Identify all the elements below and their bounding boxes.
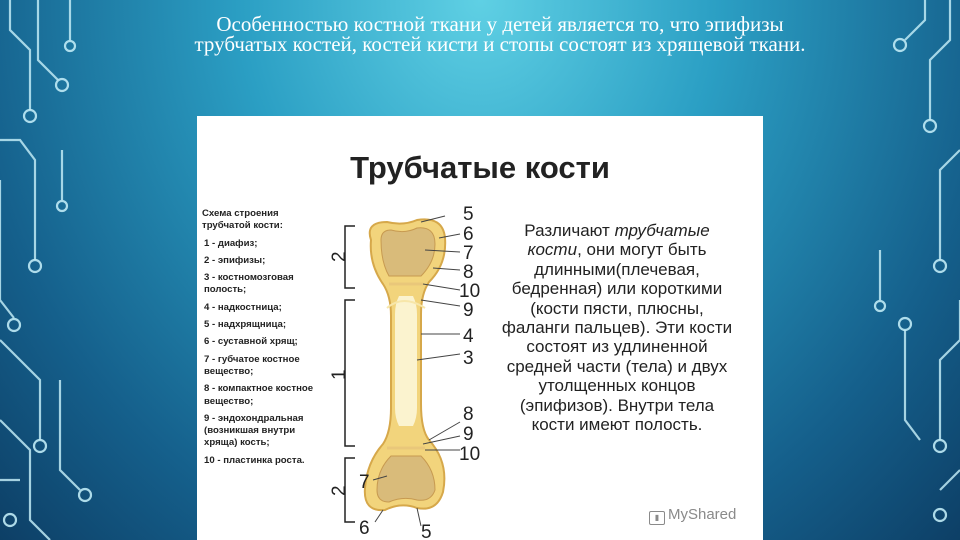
label-7-top: 7	[463, 243, 474, 264]
label-3: 3	[463, 348, 474, 369]
myshared-logo-icon: ▮	[649, 511, 665, 525]
watermark	[649, 506, 736, 525]
bone-diagram	[325, 204, 505, 540]
label-9-bottom: 9	[463, 424, 474, 445]
label-9-top: 9	[463, 300, 474, 321]
slide-title	[110, 14, 890, 54]
legend-item: 7 - губчатое костное вещество;	[204, 353, 300, 377]
legend-item: 10 - пластинка роста.	[204, 454, 305, 466]
bone-figure	[197, 116, 763, 540]
label-2-top: 2	[329, 251, 350, 262]
label-4: 4	[463, 326, 474, 347]
legend-item: 9 - эндохондральная (возникшая внутри хряща) кость;	[204, 412, 304, 449]
legend-header: Схема строения трубчатой кости:	[202, 208, 283, 232]
slide-title-line-1: Особенностью костной ткани у детей является то, что эпифизы	[216, 12, 784, 36]
legend-item: 2 - эпифизы;	[204, 254, 266, 266]
figure-description	[497, 221, 737, 434]
label-10-top: 10	[459, 281, 481, 302]
legend-item: 4 - надкостница;	[204, 301, 282, 313]
label-2-bottom: 2	[329, 485, 350, 496]
legend-item: 3 - костномозговая полость;	[204, 272, 294, 296]
legend-item: 6 - суставной хрящ;	[204, 336, 298, 348]
description-text: Различают	[524, 221, 615, 240]
label-6-bottom: 6	[359, 518, 370, 539]
label-1: 1	[329, 369, 350, 380]
description-text: , они могут быть длинными(плечевая, бедренная) или короткими (кости пясти, плюсны, фаланги пальцев). Эти кости состоят из удлиненной средней части (тела) и двух утолщенных концов (эпифизов). Внутри тела кости имеют полость.	[501, 240, 733, 435]
description-emphasis: трубчатые кости	[527, 221, 710, 260]
bone-shape	[365, 219, 445, 510]
watermark-text: MyShared	[668, 506, 737, 523]
legend-item: 8 - компактное костное вещество;	[204, 383, 314, 407]
label-8-top: 8	[463, 262, 474, 283]
figure-title: Трубчатые кости	[350, 150, 610, 185]
legend-item: 5 - надхрящница;	[204, 319, 287, 331]
bone-legend	[202, 208, 322, 472]
label-8-bottom: 8	[463, 404, 474, 425]
label-7-bottom: 7	[359, 472, 370, 493]
label-10-bottom: 10	[459, 444, 481, 465]
label-5-top: 5	[463, 204, 474, 225]
slide-title-line-2: трубчатых костей, костей кисти и стопы состоят из хрящевой ткани.	[194, 32, 806, 56]
label-6-top: 6	[463, 224, 474, 245]
legend-item: 1 - диафиз;	[204, 237, 258, 249]
label-5-bottom: 5	[421, 522, 432, 540]
